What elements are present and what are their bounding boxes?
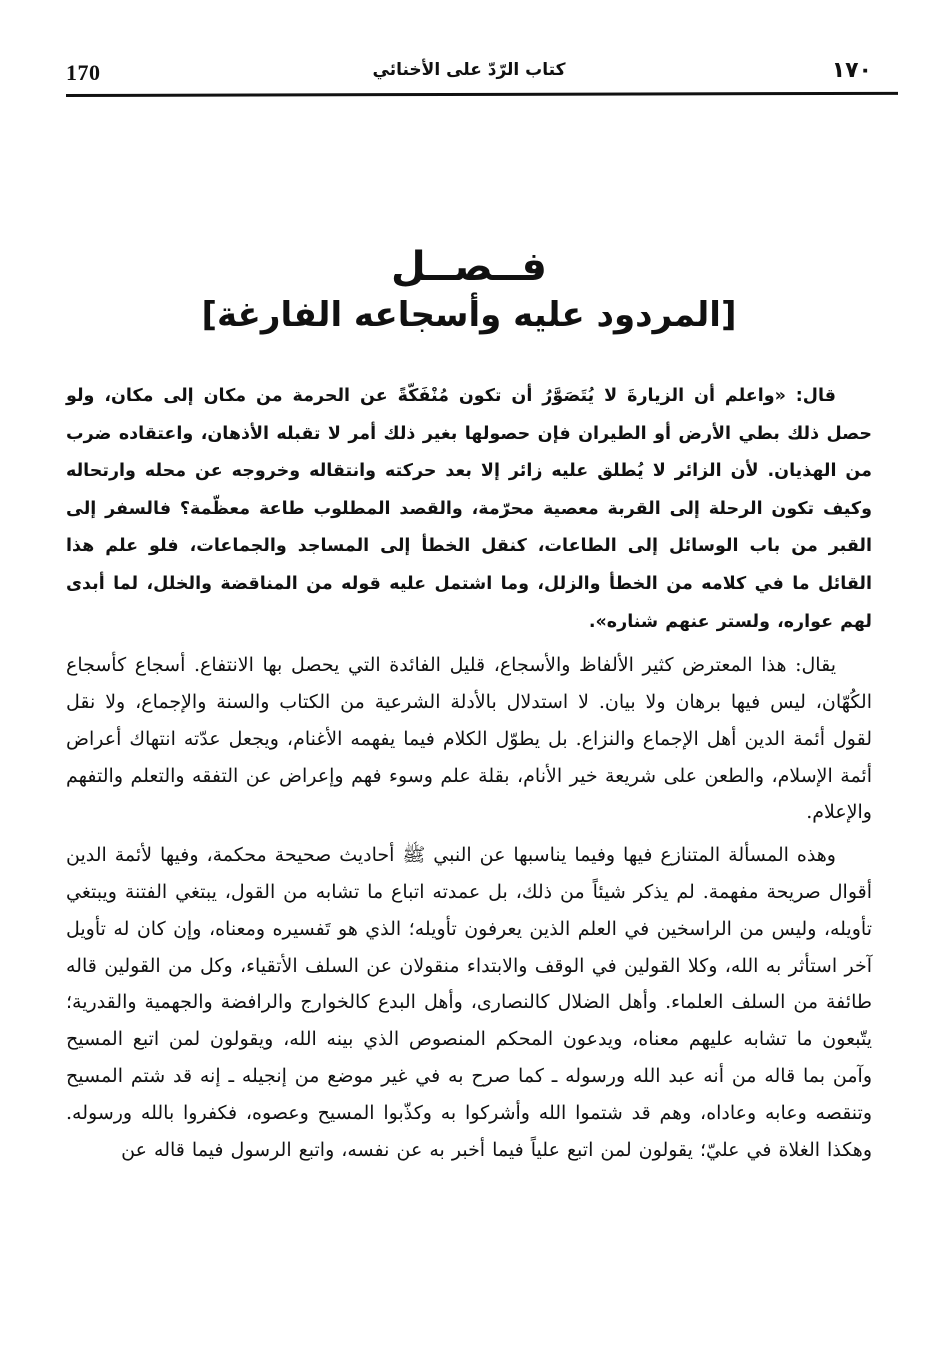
page-number-arabic: ١٧٠ <box>831 58 872 83</box>
section-heading <box>0 243 938 341</box>
body-text <box>66 378 872 1174</box>
section-label: فــصــل <box>391 244 547 290</box>
page-header <box>66 58 872 94</box>
running-title: كتاب الرّدّ على الأخنائي <box>372 60 566 80</box>
quoted-paragraph: قال: «واعلم أن الزيارةَ لا يُتَصَوَّرُ أن تكون مُنْفَكّةً عن الحرمة من مكان إلى مكان، ولو حصل ذلك بطي الأرض أو الطيران فإن حصولها بغير ذلك أمر لا تقبله الأذهان، واعتقاده ضرب من الهذيان. لأن الزائر لا يُطلق عليه زائر إلا بعد حركته وانتقاله وخروجه عن محله وارتحاله وكيف تكون الرحلة إلى القربة معصية محرّمة، والقصد المطلوب طاعة معظّمة؟ فالسفر إلى القبر من باب الوسائل إلى الطاعات، كنقل الخطأ إلى المساجد والجماعات، فلو علم هذا القائل ما في كلامه من الخطأ والزلل، وما اشتمل عليه قوله من المناقضة والخلل، لما أبدى لهم عواره، ولستر عنهم شناره». <box>66 386 872 632</box>
response-paragraph: يقال: هذا المعترض كثير الألفاظ والأسجاع، قليل الفائدة التي يحصل بها الانتفاع. أسجاع كأسجاع الكُهّان، ليس فيها برهان ولا بيان. لا استدلال بالأدلة الشرعية من الكتاب والسنة والإجماع، ولا نقل لقول أئمة الدين أهل الإجماع والنزاع. بل يطوّل الكلام فيما يفهمه الأغنام، ويجعل عدّته انتهاك أعراض أئمة الإسلام، والطعن على شريعة خير الأنام، بقلة علم وسوء فهم وإعراض عن التفقه والتعلم والتفهم والإعلام. <box>66 654 872 824</box>
page-number-latin: 170 <box>66 60 101 85</box>
discussion-paragraph: وهذه المسألة المتنازع فيها وفيما يناسبها عن النبي ﷺ أحاديث صحيحة محكمة، وفيها لأئمة الدين أقوال صريحة مفهمة. لم يذكر شيئاً من ذلك، بل عمدته اتباع ما تشابه من القول، يبتغي الفتنة ويبتغي تأويله، وليس من الراسخين في العلم الذين يعرفون تأويله؛ الذي هو تَفسيره ومعناه، وإن كان له تأويل آخر استأثر به الله، وكلا القولين في الوقف والابتداء منقولان عن السلف الأتقياء، وكل من القولين قاله طائفة من السلف العلماء. وأهل الضلال كالنصارى، وأهل البدع كالخوارج والرافضة والجهمية والقدرية؛ يتّبعون ما تشابه عليهم معناه، ويدعون المحكم المنصوص الذي بينه الله، ويقولون لمن اتبع المسيح وآمن بما قاله من أنه عبد الله ورسوله ـ كما صرح به في غير موضع من إنجيله ـ إنه قد شتم المسيح وتنقصه وعابه وعاداه، وهم قد شتموا الله وأشركوا به وكذّبوا المسيح وعصوه، فكفروا بالله ورسوله. وهكذا الغلاة في عليّ؛ يقولون لمن اتبع علياً فيما أخبر به عن نفسه، واتبع الرسول فيما قاله عن <box>66 844 872 1161</box>
section-title: [المردود عليه وأسجاعه الفارغة] <box>201 295 737 335</box>
